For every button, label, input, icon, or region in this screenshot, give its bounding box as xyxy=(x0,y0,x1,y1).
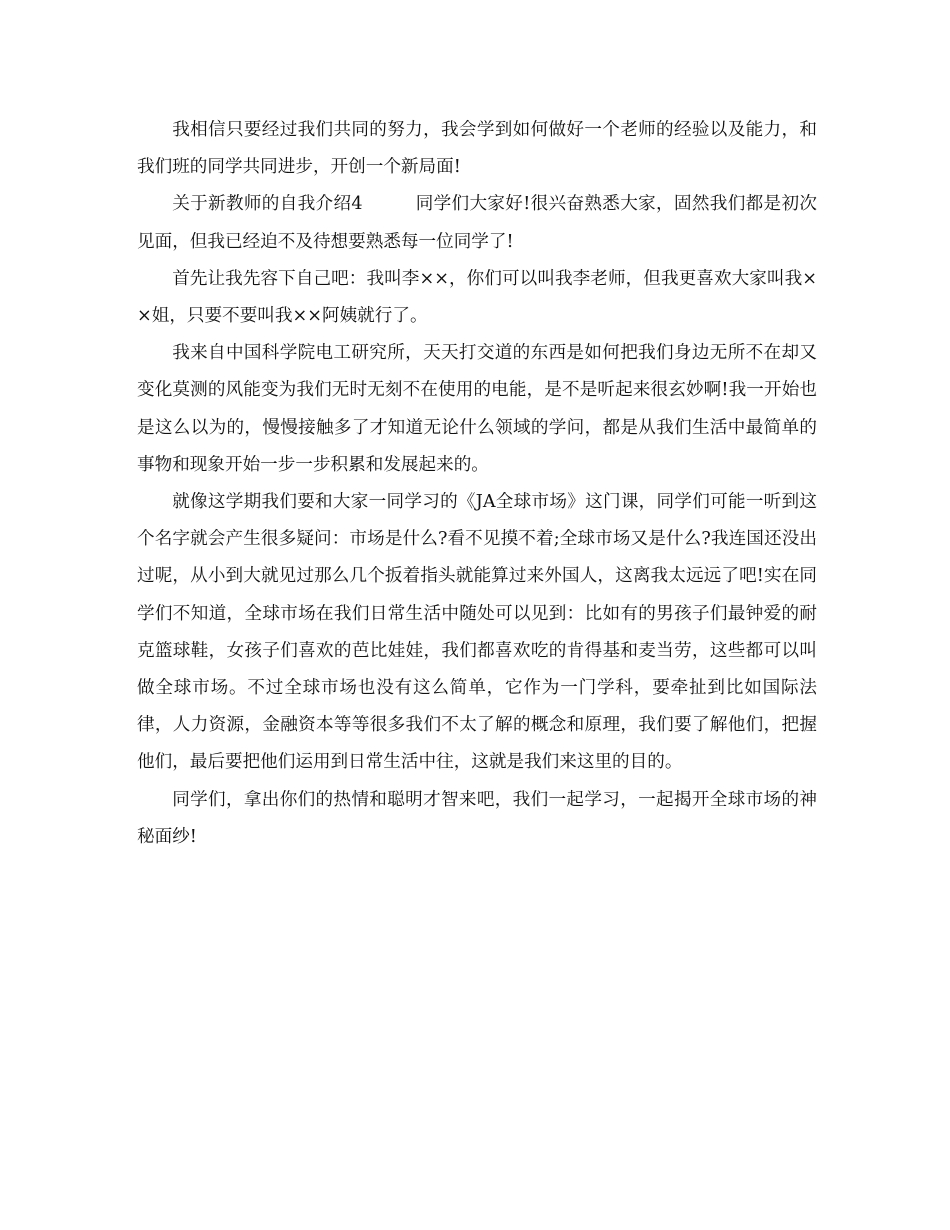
section-heading: 关于新教师的自我介绍4 xyxy=(172,194,363,215)
greeting-text: 同学们大家好!很兴奋熟悉大家，固然我们都是初次见面，但我已经迫不及待想要熟悉每一位同学了! xyxy=(137,194,817,252)
paragraph-heading-greeting xyxy=(137,186,817,260)
paragraph-course-intro: 就像这学期我们要和大家一同学习的《JA全球市场》这门课，同学们可能一听到这个名字就会产生很多疑问：市场是什么?看不见摸不着;全球市场又是什么?我连国还没出过呢，从小到大就见过那么几个扳着指头就能算过来外国人，这离我太远远了吧!实在同学们不知道，全球市场在我们日常生活中随处可以见到：比如有的男孩子们最钟爱的耐克篮球鞋，女孩子们喜欢的芭比娃娃，我们都喜欢吃的肯得基和麦当劳，这些都可以叫做全球市场。不过全球市场也没有这么简单，它作为一门学科，要牵扯到比如国际法律，人力资源，金融资本等等很多我们不太了解的概念和原理，我们要了解他们，把握他们，最后要把他们运用到日常生活中往，这就是我们来这里的目的。 xyxy=(137,492,817,773)
paragraph-background: 我来自中国科学院电工研究所，天天打交道的东西是如何把我们身边无所不在却又变化莫测的风能变为我们无时无刻不在使用的电能，是不是听起来很玄妙啊!我一开始也是这么以为的，慢慢接触多了才知道无论什么领域的学问，都是从我们生活中最简单的事物和现象开始一步一步积累和发展起来的。 xyxy=(137,343,817,475)
paragraph-intro-closing: 我相信只要经过我们共同的努力，我会学到如何做好一个老师的经验以及能力，和我们班的同学共同进步，开创一个新局面! xyxy=(137,120,817,178)
document-body xyxy=(137,112,817,856)
paragraph-closing: 同学们，拿出你们的热情和聪明才智来吧，我们一起学习，一起揭开全球市场的神秘面纱! xyxy=(137,789,817,847)
paragraph-self-intro: 首先让我先容下自己吧：我叫李××，你们可以叫我李老师，但我更喜欢大家叫我××姐，只要不要叫我××阿姨就行了。 xyxy=(137,268,817,327)
